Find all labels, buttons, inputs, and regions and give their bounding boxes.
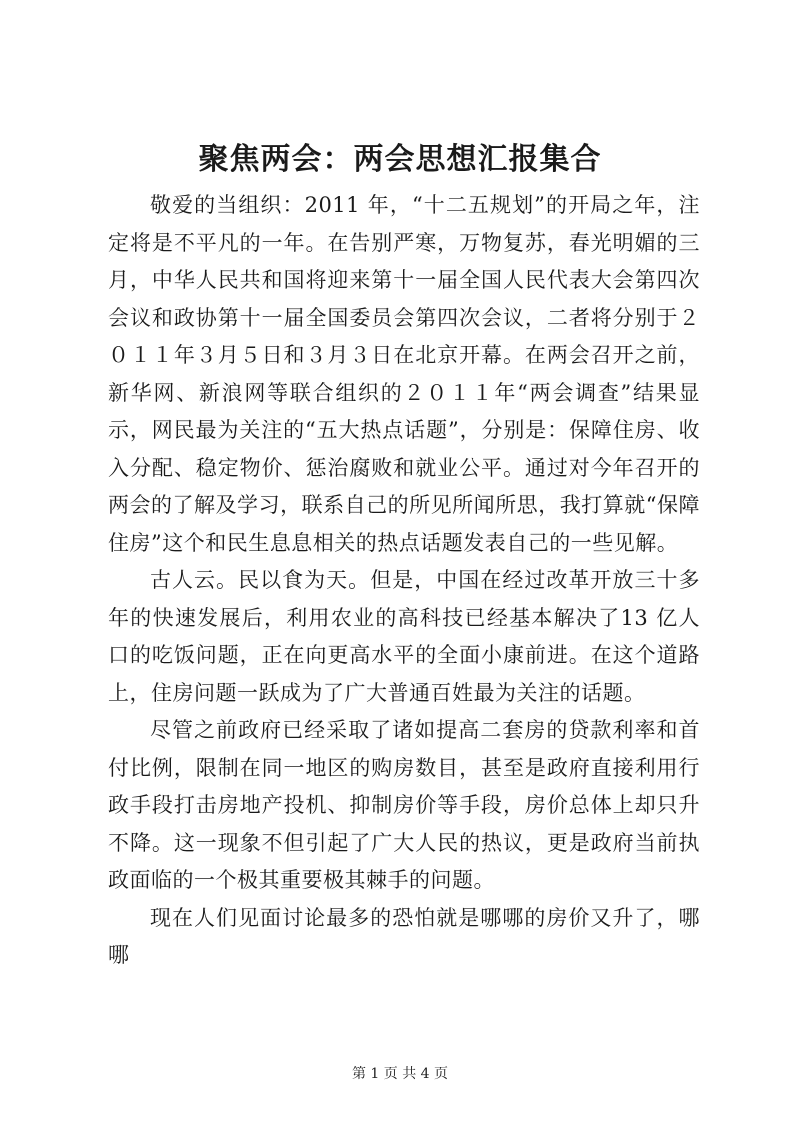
page-number-footer: 第 1 页 共 4 页 bbox=[351, 1066, 449, 1082]
document-title: 聚焦两会：两会思想汇报集合 bbox=[198, 142, 602, 177]
paragraph-2: 古人云。民以食为天。但是，中国在经过改革开放三十多年的快速发展后，利用农业的高科技已经基本解决了13 亿人口的吃饭问题，正在向更高水平的全面小康前进。在这个道路上，住房问题一跃成为了广大普通百姓最为关注的话题。 bbox=[108, 568, 700, 705]
paragraph-3: 尽管之前政府已经采取了诸如提高二套房的贷款利率和首付比例，限制在同一地区的购房数目，甚至是政府直接利用行政手段打击房地产投机、抑制房价等手段，房价总体上却只升不降。这一现象不但引起了广大人民的热议，更是政府当前执政面临的一个极其重要极其棘手的问题。 bbox=[108, 718, 700, 892]
paragraph-4: 现在人们见面讨论最多的恐怕就是哪哪的房价又升了，哪哪 bbox=[108, 905, 700, 967]
paragraph-1: 敬爱的当组织：2011 年，“十二五规划”的开局之年，注定将是不平凡的一年。在告别严寒，万物复苏，春光明媚的三月，中华人民共和国将迎来第十一届全国人民代表大会第四次会议和政协第十一届全国委员会第四次会议，二者将分别于２０１１年３月５日和３月３日在北京开幕。在两会召开之前，新华网、新浪网等联合组织的２０１１年“两会调查”结果显示，网民最为关注的“五大热点话题”，分别是：保障住房、收入分配、稳定物价、惩治腐败和就业公平。通过对今年召开的两会的了解及学习，联系自己的所见所闻所思，我打算就“保障住房”这个和民生息息相关的热点话题发表自己的一些见解。 bbox=[108, 193, 700, 555]
document-body bbox=[108, 187, 700, 975]
